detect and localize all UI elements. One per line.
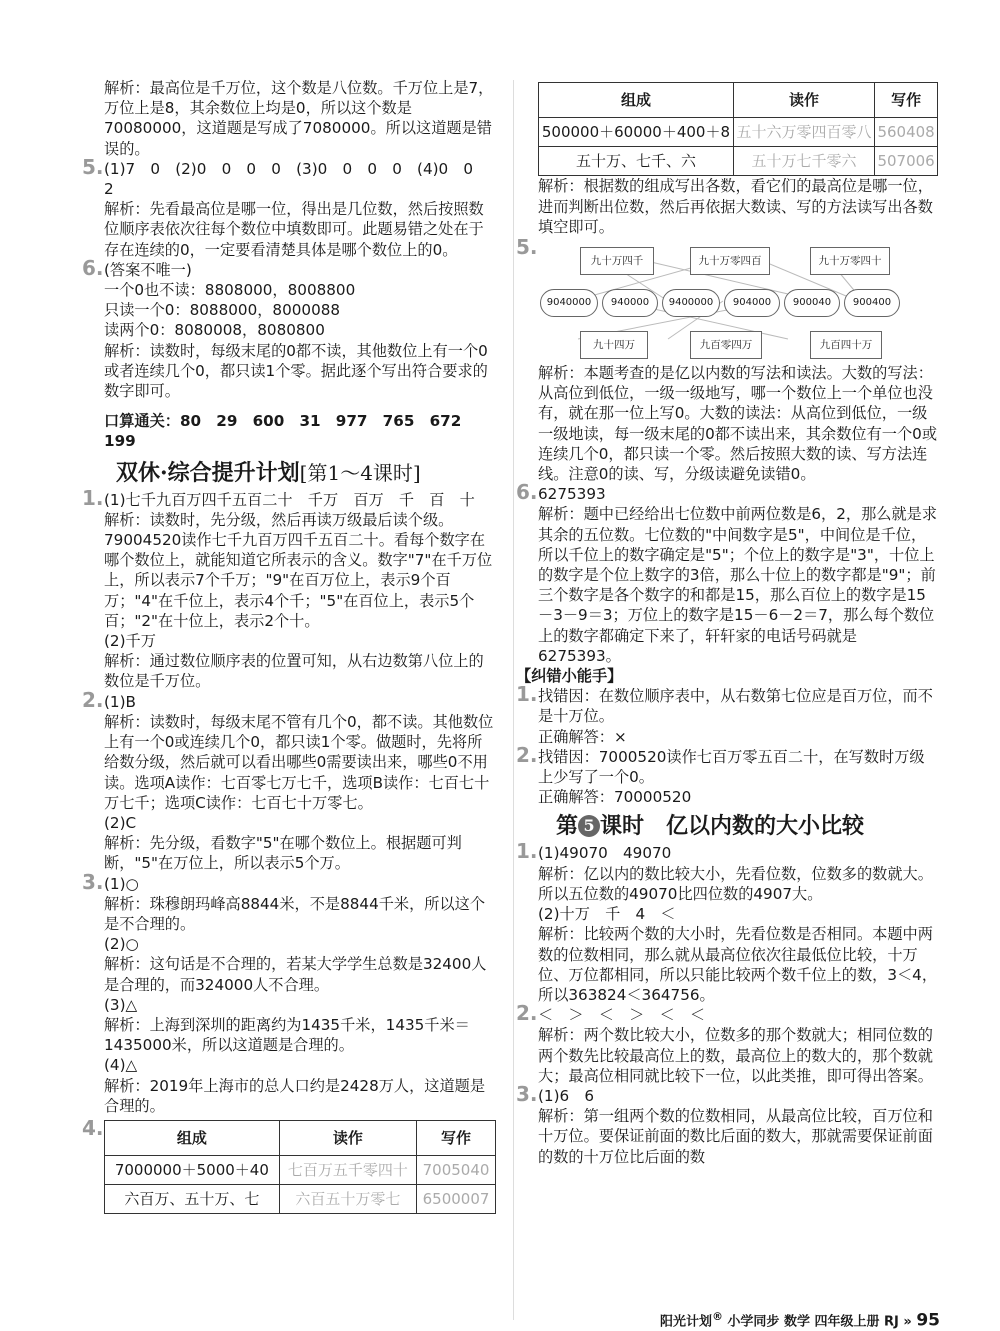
- question-6: [82, 255, 496, 280]
- lesson-title: [556, 811, 938, 841]
- analysis-text: 解析：根据数的组成写出各数，看它们的最高位是哪一位，进而判断出位数，然后再依据大数读、写的方法读写出各数填空即可。: [538, 177, 933, 236]
- question-number: 5.: [516, 235, 538, 260]
- table-cell: 五十六万零四百零八: [733, 118, 874, 147]
- answer-text: (1)B: [104, 692, 136, 711]
- analysis-text: 解析：上海到深圳的距离约为1435千米，1435千米＝1435000米，所以这道题是合理的。: [104, 1015, 470, 1055]
- answer-text: 一个0也不读：8808000，8008800: [104, 281, 356, 300]
- error-correction-heading: 【纠错小能手】: [516, 667, 623, 686]
- correction-text: 找错因：在数位顺序表中，从右数第七位应是百万位，而不是十万位。: [538, 687, 933, 726]
- answer-text: (2)○: [104, 935, 139, 954]
- question-5: [82, 154, 496, 199]
- correction-1: [516, 682, 938, 726]
- question-6: [516, 480, 938, 505]
- k-question-2: [516, 1001, 938, 1026]
- section-title-main: 双休·综合提升计划: [116, 459, 300, 486]
- question-number: 1.: [516, 839, 538, 864]
- table-cell: 507006: [875, 147, 938, 176]
- matching-diagram: [538, 239, 938, 359]
- number-cloud: 900400: [844, 289, 900, 317]
- question-number: 1.: [82, 485, 104, 510]
- analysis-text: 解析：读数时，先分级，然后再读万级最后读个级。79004520读作七千九百万四千五百二十。看每个数字在哪个数位上，就能知道它所表示的含义。数字"7"在千万位上，所以表示7个千万；"9"在百万位上，表示9个百万；"4"在千位上，表示4个千；"5"在百位上，表示5个百；"2"在十位上，表示2个十。: [104, 510, 493, 630]
- brand-name: 阳光计划: [660, 1314, 713, 1330]
- reading-box: 九十万零四百: [690, 247, 770, 275]
- question-number: 5.: [82, 154, 104, 179]
- section-title-sub: [第1～4课时]: [299, 460, 421, 485]
- k-question-3: [516, 1081, 938, 1106]
- analysis-text: 解析：珠穆朗玛峰高8844米，不是8844千米，所以这个是不合理的。: [104, 894, 486, 933]
- analysis-text: 解析：本题考查的是亿以内数的写法和读法。大数的写法：从高位到低位，一级一级地写，哪一个数位上一个单位也没有，就在那一位上写0。大数的读法：从高位到低位，一级一级地读，每一级末尾的0都不读出来，其余数位有一个0或连续几个0，都只读一个零。然后按照大数的读、写方法连线。注意0的读、写，分级读避免读错0。: [538, 364, 938, 484]
- question-number: 2.: [82, 687, 104, 712]
- reading-box: 九百零四万: [690, 331, 762, 359]
- analysis-text: 解析：先分级，看数字"5"在哪个数位上。根据题可判断，"5"在万位上，所以表示5个万。: [104, 834, 462, 873]
- question-5-matching: [516, 235, 938, 359]
- question-number: 3.: [82, 869, 104, 894]
- number-cloud: 904000: [724, 289, 780, 317]
- k-question-1: [516, 839, 938, 864]
- answer-text: 只读一个0：8088000，8000088: [104, 301, 341, 320]
- correct-answer: 正确解答：70000520: [538, 788, 692, 807]
- table-header: 组成: [539, 83, 734, 118]
- answer-text: (答案不唯一): [104, 260, 192, 279]
- question-number: 4.: [82, 1115, 104, 1140]
- table-header: 写作: [417, 1120, 496, 1155]
- number-cloud: 9400000: [662, 289, 720, 317]
- lesson-prefix: 第: [556, 813, 579, 840]
- table-header: 读作: [733, 83, 874, 118]
- answer-text: (2)C: [104, 813, 137, 832]
- number-cloud: 940000: [602, 289, 658, 317]
- number-cloud: 900040: [784, 289, 840, 317]
- answer-text: (2)十万 千 4 ＜: [538, 905, 676, 924]
- table-header: 组成: [105, 1120, 280, 1155]
- analysis-text: 解析：读数时，每级末尾的0都不读，其他数位上有一个0或者连续几个0，都只读1个零。据此逐个写出符合要求的数字即可。: [104, 341, 488, 401]
- answer-text: (2)千万: [104, 632, 156, 651]
- right-column: [516, 82, 938, 1167]
- answer-text: (1)6 6: [538, 1086, 595, 1105]
- answer-text: 6275393: [538, 485, 606, 504]
- page-footer: [660, 1310, 940, 1330]
- table-cell: 五十万七千零六: [733, 147, 874, 176]
- analysis-text: 解析：题中已经给出七位数中前两位数是6，2，那么就是求其余的五位数。七位数的"中间数字是5"，中间位是千位，所以千位上的数字确定是"5"；个位上的数字是"3"，十位上的数字是个位上数字的3倍，那么十位上的数字都是"9"；前三个数字是各个数字的和都是15，那么百位上的数字是15－3－9＝3；万位上的数字是15－6－2＝7，那么每个数位上的数字都确定下来了，轩轩家的电话号码就是6275393。: [538, 505, 938, 665]
- page-number: 95: [916, 1310, 940, 1331]
- reading-box: 九百四十万: [810, 331, 882, 359]
- s-question-1: [82, 485, 496, 510]
- s-question-3: [82, 869, 496, 894]
- number-cloud: 9040000: [540, 289, 598, 317]
- analysis-text: 解析：比较两个数的大小时，先看位数是否相同。本题中两数的位数相同，那么就从最高位依次往最低位比较，十万位、万位都相同，所以只能比较两个数千位上的数，3＜4，所以363824＜364756。: [538, 925, 938, 1004]
- s-question-4: [82, 1115, 496, 1214]
- s-question-2: [82, 687, 496, 712]
- answer-text: (1)○: [104, 874, 139, 893]
- answer-table: [104, 1120, 496, 1214]
- answer-text: (1)七千九百万四千五百二十 千万 百万 千 百 十: [104, 490, 475, 509]
- mental-math: 口算通关：80 29 600 31 977 765 672 199: [104, 412, 477, 451]
- correct-answer: 正确解答：×: [538, 727, 627, 746]
- table-cell: 五十万、七千、六: [539, 147, 734, 176]
- analysis-text: 解析：两个数比较大小，位数多的那个数就大；相同位数的两个数先比较最高位上的数，最高位上的数大的，那个数就大；最高位相同就比较下一位，以此类推，即可得出答案。: [538, 1026, 933, 1085]
- registered-mark: ®: [712, 1310, 723, 1323]
- reading-box: 九十万零四十: [810, 247, 890, 275]
- answer-text: (3)△: [104, 995, 138, 1014]
- section-title: [116, 458, 496, 488]
- answer-text: 读两个0：8080008，8080800: [104, 321, 325, 340]
- analysis-text: 解析：2019年上海市的总人口约是2428万人，这道题是合理的。: [104, 1076, 486, 1115]
- question-number: 1.: [516, 682, 538, 707]
- analysis-text: 解析：通过数位顺序表的位置可知，从右边数第八位上的数位是千万位。: [104, 652, 484, 691]
- question-number: 6.: [82, 255, 104, 280]
- question-number: 2.: [516, 742, 538, 767]
- question-number: 6.: [516, 480, 538, 505]
- left-column: [82, 78, 496, 1214]
- column-divider: [513, 80, 514, 1320]
- answer-text: (4)△: [104, 1056, 138, 1075]
- analysis-text: 解析：亿以内的数比较大小，先看位数，位数多的数就大。所以五位数的49070比四位数的4907大。: [538, 864, 933, 903]
- correction-2: [516, 742, 938, 787]
- table-cell: 7000000＋5000＋40: [105, 1155, 280, 1184]
- answer-text: (1)49070 49070: [538, 844, 672, 863]
- analysis-text: 解析：第一组两个数的位数相同，从最高位比较，百万位和十万位。要保证前面的数比后面的数大，那就需要保证前面的数的十万位比后面的数: [538, 1107, 933, 1166]
- analysis-text: 解析：读数时，每级末尾不管有几个0，都不读。其他数位上有一个0或连续几个0，都只读1个零。做题时，先将所给数分级，然后就可以看出哪些0需要读出来，哪些0不用读。选项A读作：七百零七万七千，选项B读作：七百七十万七千；选项C读作：七百七十万零七。: [104, 712, 494, 812]
- lesson-name: 课时 亿以内数的大小比较: [600, 813, 865, 840]
- analysis-text: 解析：这句话是不合理的，若某大学学生总数是32400人是合理的，而324000人不合理。: [104, 955, 487, 994]
- answer-text: (1)7 0 (2)0 0 0 0 (3)0 0 0 0 (4)0 0 2: [104, 159, 489, 199]
- answer-text: ＜ ＞ ＜ ＞ ＜ ＜: [538, 1006, 706, 1025]
- correction-text: 找错因：7000520读作七百万零五百二十，在写数时万级上少写了一个0。: [538, 747, 925, 787]
- table-cell: 六百五十万零七: [279, 1185, 416, 1214]
- table-cell: 500000＋60000＋400＋8: [539, 118, 734, 147]
- book-info: 小学同步 数学 四年级上册 RJ: [727, 1314, 899, 1330]
- table-cell: 7005040: [417, 1155, 496, 1184]
- table-cell: 6500007: [417, 1185, 496, 1214]
- table-cell: 560408: [875, 118, 938, 147]
- double-chevron-icon: »: [903, 1314, 912, 1330]
- lesson-number-badge: 5: [578, 815, 600, 837]
- reading-box: 九十万四千: [580, 247, 654, 275]
- question-number: 2.: [516, 1001, 538, 1026]
- table-header: 写作: [875, 83, 938, 118]
- answer-table: [538, 82, 938, 176]
- analysis-text: 解析：最高位是千万位，这个数是八位数。千万位上是7，万位上是8，其余数位上均是0，所以这个数是70080000，这道题是写成了7080000。所以这道题是错误的。: [104, 79, 494, 158]
- table-cell: 六百万、五十万、七: [105, 1185, 280, 1214]
- analysis-text: 解析：先看最高位是哪一位，得出是几位数，然后按照数位顺序表依次往每个数位中填数即可。此题易错之处在于存在连续的0，一定要看清楚具体是哪个数位上的0。: [104, 200, 484, 259]
- table-header: 读作: [279, 1120, 416, 1155]
- table-cell: 七百万五千零四十: [279, 1155, 416, 1184]
- question-number: 3.: [516, 1081, 538, 1106]
- reading-box: 九十四万: [580, 331, 648, 359]
